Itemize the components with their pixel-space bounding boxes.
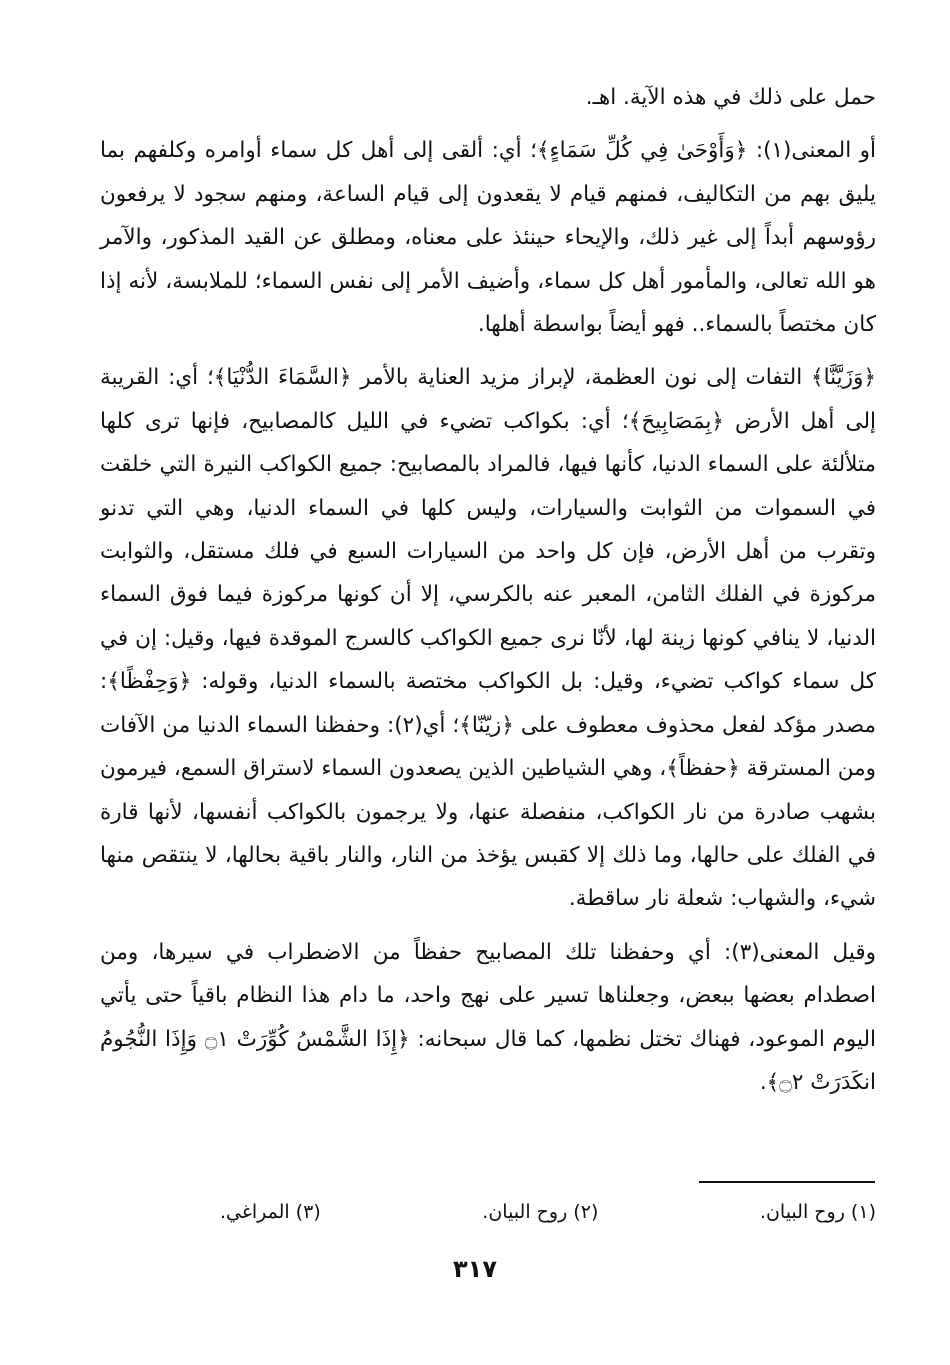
footnote-2: (٢) روح البيان. [482,1201,599,1223]
main-text [100,76,876,1104]
paragraph-3: ﴿وَزَيَّنَّا﴾ التفات إلى نون العظمة، لإبراز مزيد العناية بالأمر ﴿السَّمَاءَ الدُّنْيَا﴾؛ أي: القريبة إلى أهل الأرض ﴿بِمَصَابِيحَ﴾؛ أي: بكواكب تضيء في الليل كالمصابيح، فإنها ترى كلها متلألئة على السماء الدنيا، كأنها فيها، فالمراد بالمصابيح: جميع الكواكب النيرة التي خلقت في السموات من الثوابت والسيارات، وليس كلها في السماء الدنيا، وهي التي تدنو وتقرب من أهل الأرض، فإن كل واحد من السيارات السبع في فلك مستقل، والثوابت مركوزة في الفلك الثامن، المعبر عنه بالكرسي، إلا أن كونها مركوزة فيما فوق السماء الدنيا، لا ينافي كونها زينة لها، لأنّا نرى جميع الكواكب كالسرج الموقدة فيها، وقيل: إن في كل سماء كواكب تضيء، وقيل: بل الكواكب مختصة بالسماء الدنيا، وقوله: ﴿وَحِفْظًا﴾: مصدر مؤكد لفعل محذوف معطوف على ﴿زيّنّا﴾؛ أي(٢): وحفظنا السماء الدنيا من الآفات ومن المسترقة ﴿حفظاً﴾، وهي الشياطين الذين يصعدون السماء لاستراق السمع، فيرمون بشهب صادرة من نار الكواكب، منفصلة عنها، ولا يرجمون بالكواكب أنفسها، لأنها قارة في الفلك على حالها، وما ذلك إلا كقبس يؤخذ من النار، والنار باقية بحالها، لا ينتقص منها شيء، والشهاب: شعلة نار ساقطة. [100,365,877,912]
footnote-3: (٣) المراغي. [220,1201,321,1223]
paragraph-1: حمل على ذلك في هذه الآية. اهـ. [585,85,876,110]
footnote-1: (١) روح البيان. [759,1201,876,1223]
paragraph-4: وقيل المعنى(٣): أي وحفظنا تلك المصابيح حفظاً من الاضطراب في سيرها، ومن اصطدام بعضها ببعض، وجعلناها تسير على نهج واحد، ما دام هذا النظام باقياً حتى يأتي اليوم الموعود، فهناك تختل نظمها، كما قال سبحانه: ﴿إِذَا الشَّمْسُ كُوِّرَتْ ۝١ وَإِذَا النُّجُومُ انكَدَرَتْ ۝٢﴾. [100,939,876,1095]
page-number: ٣١٧ [453,1255,497,1283]
footnote-separator [699,1181,875,1183]
footnotes [100,1192,876,1232]
paragraph-2: أو المعنى(١): ﴿وَأَوْحَىٰ فِي كُلِّ سَمَاءٍ﴾؛ أي: ألقى إلى أهل كل سماء أوامره وكلفهم بما يليق بهم من التكاليف، فمنهم قيام لا يقعدون إلى قيام الساعة، ومنهم سجود لا يرفعون رؤوسهم أبداً إلى غير ذلك، والإيحاء حينئذ على معناه، ومطلق عن القيد المذكور، والآمر هو الله تعالى، والمأمور أهل كل سماء، وأضيف الأمر إلى نفس السماء؛ للملابسة، لأنه إذا كان مختصاً بالسماء.. فهو أيضاً بواسطة أهلها. [100,138,877,338]
